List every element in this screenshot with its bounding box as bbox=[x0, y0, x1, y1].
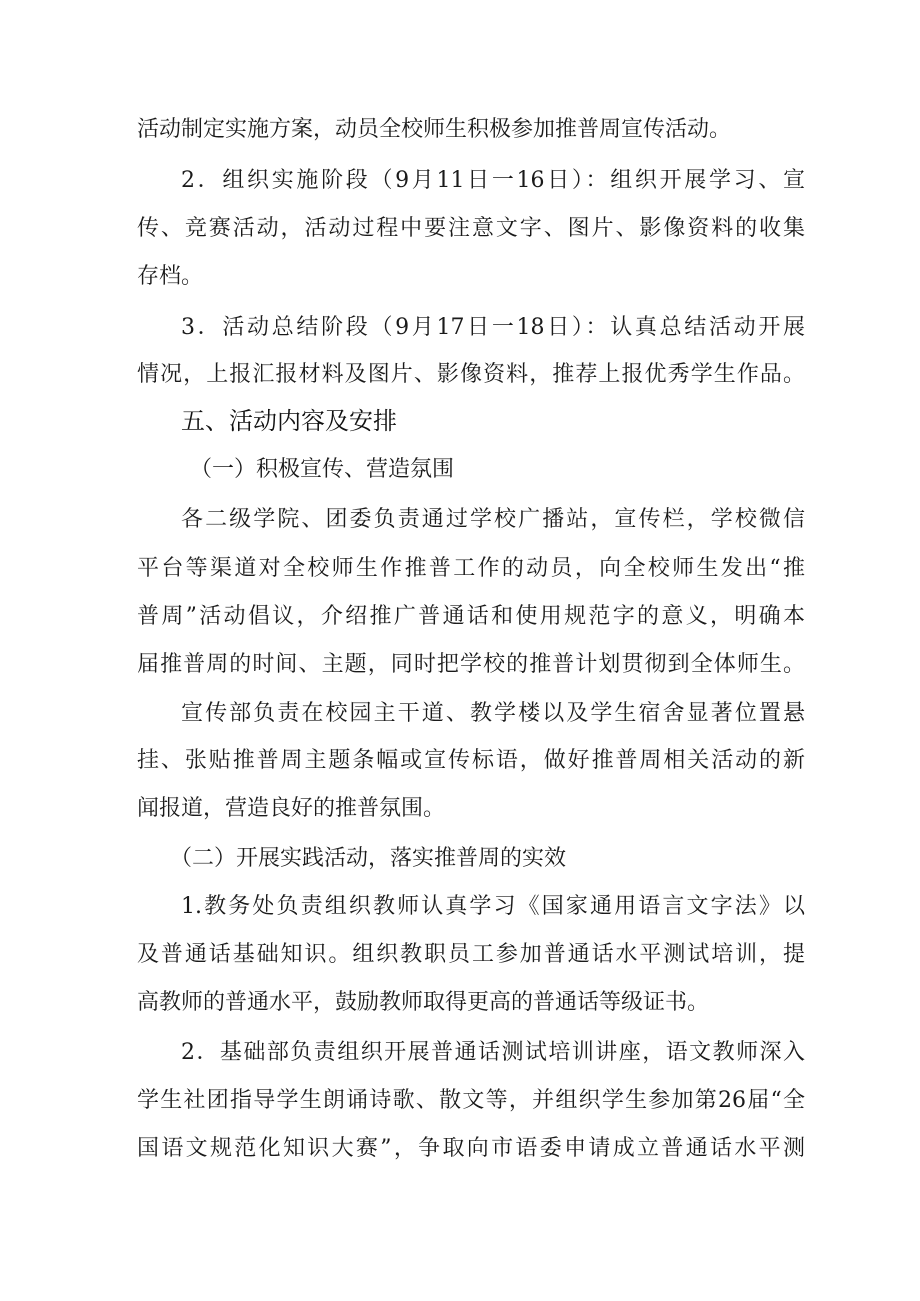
paragraph-line: 传、竞赛活动，活动过程中要注意文字、图片、影像资料的收集 bbox=[137, 216, 805, 241]
paragraph-line: 各二级学院、团委负责通过学校广播站，宣传栏，学校微信 bbox=[181, 507, 805, 532]
paragraph-line: 闻报道，营造良好的推普氛围。 bbox=[137, 796, 446, 821]
paragraph-line: 平台等渠道对全校师生作推普工作的动员，向全校师生发出“推 bbox=[137, 556, 805, 581]
paragraph-line: 普周”活动倡议，介绍推广普通话和使用规范字的意义，明确本 bbox=[137, 604, 805, 629]
paragraph-line: 活动制定实施方案，动员全校师生积极参加推普周宣传活动。 bbox=[137, 117, 732, 142]
paragraph-line: 国语文规范化知识大赛”，争取向市语委申请成立普通话水平测 bbox=[137, 1136, 805, 1161]
paragraph-line: 2．基础部负责组织开展普通话测试培训讲座，语文教师深入 bbox=[181, 1040, 805, 1065]
paragraph-line: 2．组织实施阶段（9月11日一16日）：组织开展学习、宣 bbox=[181, 168, 805, 193]
paragraph-line: 情况，上报汇报材料及图片、影像资料，推荐上报优秀学生作品。 bbox=[137, 362, 805, 387]
paragraph-line: 学生社团指导学生朗诵诗歌、散文等，并组织学生参加第26届“全 bbox=[137, 1088, 805, 1113]
paragraph-line: 及普通话基础知识。组织教职员工参加普通话水平测试培训，提 bbox=[137, 942, 805, 967]
paragraph-line: 挂、张贴推普周主题条幅或宣传标语，做好推普周相关活动的新 bbox=[137, 748, 805, 773]
paragraph-line: 3．活动总结阶段（9月17日一18日）：认真总结活动开展 bbox=[181, 315, 805, 340]
section-heading: 五、活动内容及安排 bbox=[181, 407, 397, 435]
paragraph-line: 1.教务处负责组织教师认真学习《国家通用语言文字法》以 bbox=[181, 894, 805, 919]
paragraph-line: 高教师的普通水平，鼓励教师取得更高的普通话等级证书。 bbox=[137, 990, 710, 1015]
paragraph-line: 宣传部负责在校园主干道、教学楼以及学生宿舍显著位置悬 bbox=[181, 701, 805, 726]
paragraph-line: 存档。 bbox=[137, 264, 204, 289]
subsection-heading: （二）开展实践活动，落实推普周的实效 bbox=[170, 846, 567, 871]
paragraph-line: 届推普周的时间、主题，同时把学校的推普计划贯彻到全体师生。 bbox=[137, 652, 805, 677]
subsection-heading: （一）积极宣传、营造氛围 bbox=[190, 457, 455, 482]
